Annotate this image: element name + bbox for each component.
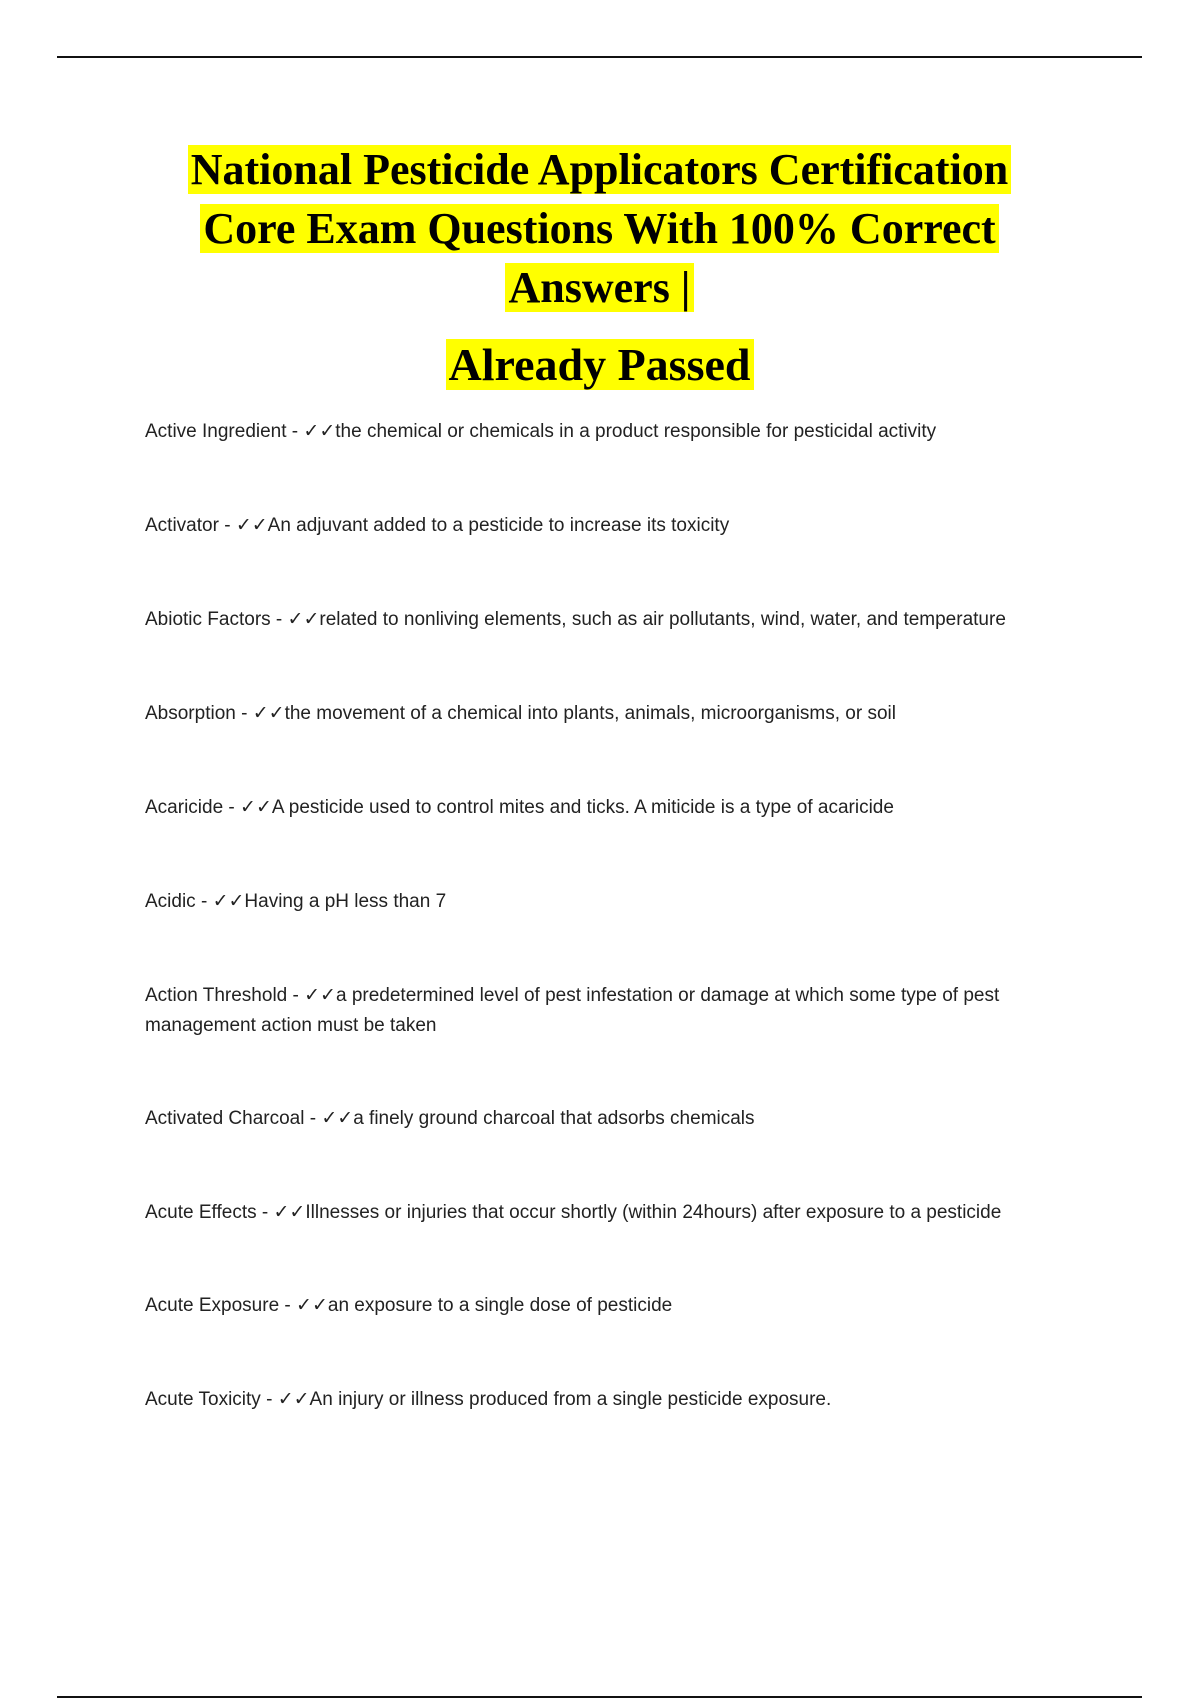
check-mark-icon: ✓✓ bbox=[321, 1108, 354, 1129]
check-mark-icon: ✓✓ bbox=[287, 609, 320, 630]
entry-separator: - bbox=[279, 1295, 297, 1316]
top-rule bbox=[57, 56, 1142, 58]
entry-term: Active Ingredient bbox=[145, 421, 287, 442]
entry-separator: - bbox=[287, 985, 305, 1006]
entry-term: Acute Effects bbox=[145, 1202, 257, 1223]
glossary-entry bbox=[145, 1198, 1001, 1228]
entry-definition: An adjuvant added to a pesticide to increase its toxicity bbox=[267, 515, 730, 536]
glossary-entry bbox=[145, 699, 896, 729]
glossary-entry bbox=[145, 605, 1006, 635]
check-mark-icon: ✓✓ bbox=[235, 515, 268, 536]
entry-separator: - bbox=[304, 1108, 322, 1129]
entry-separator: - bbox=[223, 797, 241, 818]
entry-definition: A pesticide used to control mites and ticks. A miticide is a type of acaricide bbox=[271, 797, 894, 818]
entry-term: Acute Toxicity bbox=[145, 1389, 261, 1410]
entry-term: Absorption bbox=[145, 703, 236, 724]
glossary-entry bbox=[145, 981, 1090, 1041]
entry-term: Acidic bbox=[145, 891, 196, 912]
entry-term: Action Threshold bbox=[145, 985, 288, 1006]
check-mark-icon: ✓✓ bbox=[273, 1202, 306, 1223]
entry-term: Abiotic Factors bbox=[145, 609, 271, 630]
check-mark-icon: ✓✓ bbox=[212, 891, 245, 912]
entry-separator: - bbox=[195, 891, 213, 912]
document-subtitle: Already Passed bbox=[57, 333, 1142, 397]
check-mark-icon: ✓✓ bbox=[240, 797, 272, 818]
entry-separator: - bbox=[218, 515, 236, 536]
title-line-2: Core Exam Questions With 100% Correct bbox=[57, 199, 1142, 258]
entry-term: Activator bbox=[145, 515, 219, 536]
title-line-1: National Pesticide Applicators Certification bbox=[57, 140, 1142, 199]
glossary-entry bbox=[145, 1291, 672, 1321]
entry-definition: the chemical or chemicals in a product responsible for pesticidal activity bbox=[335, 421, 937, 442]
entry-definition: the movement of a chemical into plants, animals, microorganisms, or soil bbox=[284, 703, 896, 724]
glossary-entry bbox=[145, 1385, 831, 1415]
entry-definition: a predetermined level of pest infestation or damage at which some type of pest management action must be taken bbox=[145, 985, 1005, 1036]
entry-term: Acaricide bbox=[145, 797, 224, 818]
entry-separator: - bbox=[270, 609, 288, 630]
entry-separator: - bbox=[256, 1202, 274, 1223]
entry-separator: - bbox=[235, 703, 253, 724]
check-mark-icon: ✓✓ bbox=[303, 421, 336, 442]
check-mark-icon: ✓✓ bbox=[277, 1389, 310, 1410]
glossary-entry bbox=[145, 887, 446, 917]
glossary-entry bbox=[145, 1104, 755, 1134]
entry-term: Acute Exposure bbox=[145, 1295, 280, 1316]
entry-definition: an exposure to a single dose of pesticide bbox=[327, 1295, 673, 1316]
entry-definition: Illnesses or injuries that occur shortly (within 24hours) after exposure to a pesticide bbox=[305, 1202, 1002, 1223]
glossary-entry bbox=[145, 793, 894, 823]
check-mark-icon: ✓✓ bbox=[252, 703, 285, 724]
entry-term: Activated Charcoal bbox=[145, 1108, 305, 1129]
glossary-entry bbox=[145, 417, 936, 447]
entry-definition: Having a pH less than 7 bbox=[244, 891, 447, 912]
entry-definition: a finely ground charcoal that adsorbs chemicals bbox=[353, 1108, 755, 1129]
document-title-block bbox=[57, 140, 1142, 397]
entry-separator: - bbox=[260, 1389, 278, 1410]
title-line-3: Answers | bbox=[57, 258, 1142, 317]
check-mark-icon: ✓✓ bbox=[296, 1295, 328, 1316]
entry-definition: An injury or illness produced from a single pesticide exposure. bbox=[309, 1389, 832, 1410]
entry-separator: - bbox=[286, 421, 304, 442]
glossary-entry bbox=[145, 511, 729, 541]
entry-definition: related to nonliving elements, such as air pollutants, wind, water, and temperature bbox=[319, 609, 1006, 630]
bottom-rule bbox=[57, 1696, 1142, 1698]
check-mark-icon: ✓✓ bbox=[304, 985, 336, 1006]
